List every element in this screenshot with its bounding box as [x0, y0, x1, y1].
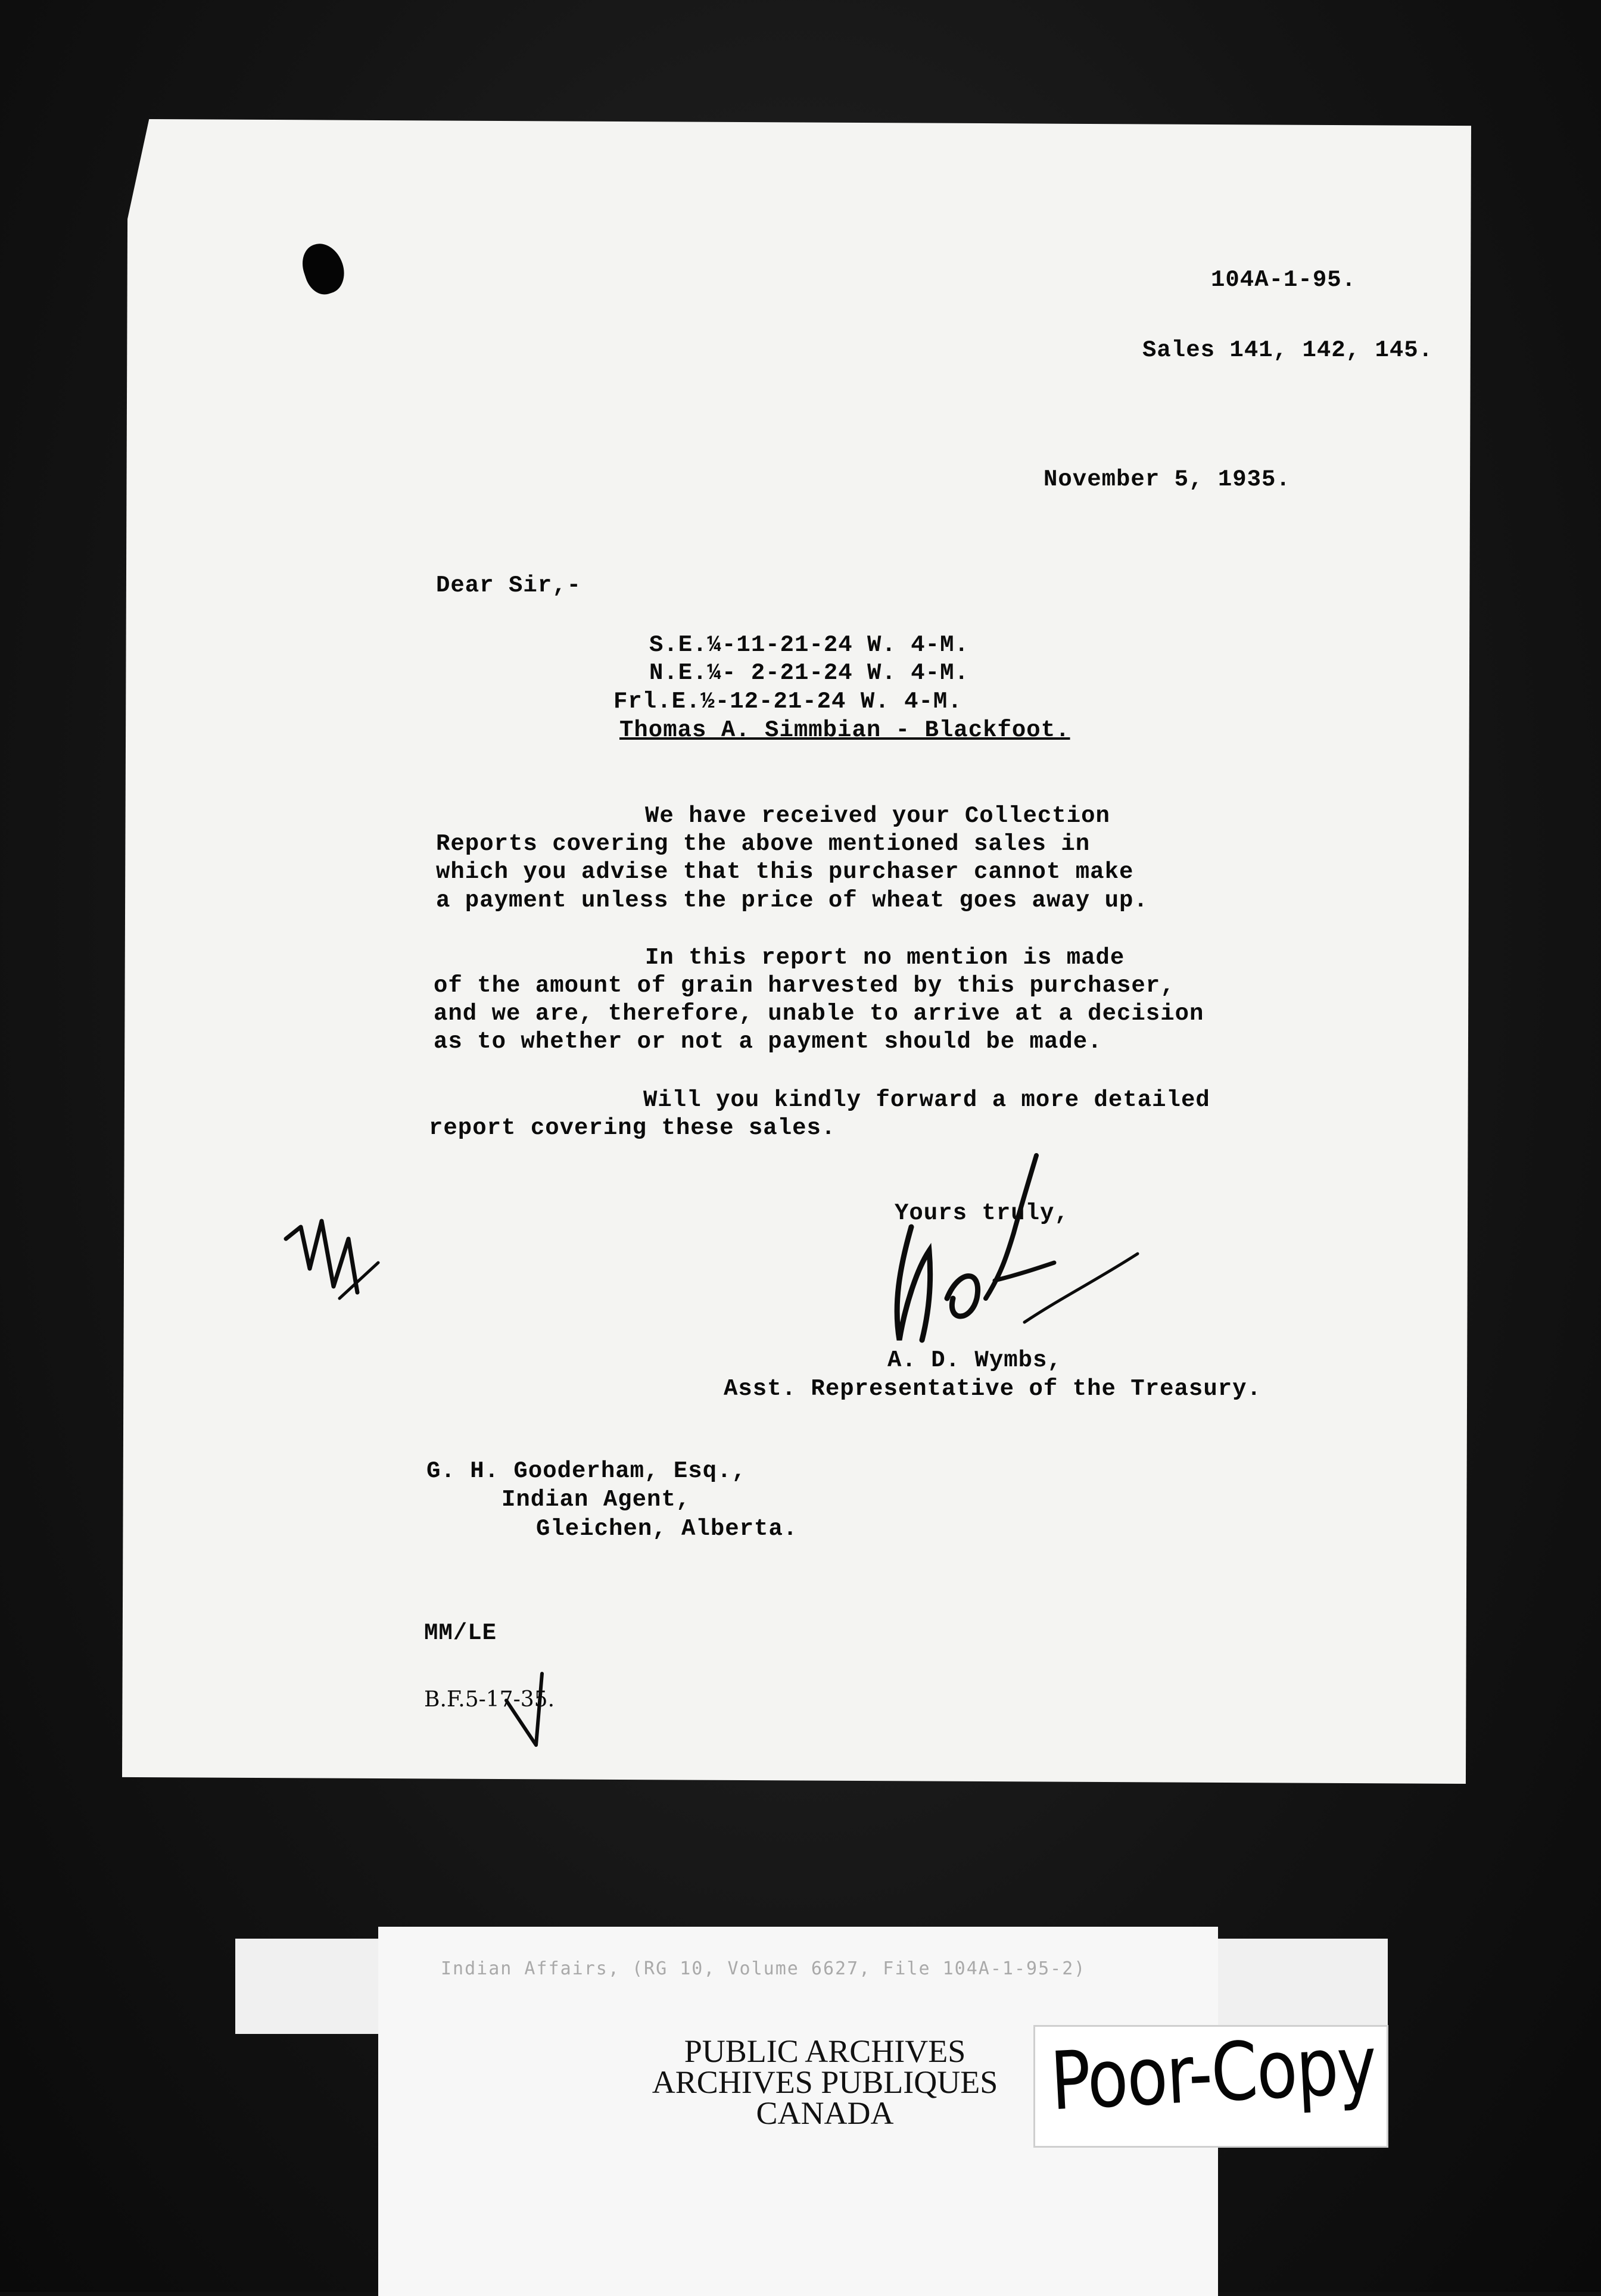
bf-date: B.F.5-17-35.	[424, 1687, 555, 1712]
poor-copy-stamp: Poor-Copy	[1048, 2018, 1378, 2129]
reference-initials: MM/LE	[424, 1620, 497, 1646]
body-line: Will you kindly forward a more detailed	[643, 1087, 1210, 1113]
body-line: a payment unless the price of wheat goes away up.	[436, 887, 1148, 914]
subject-line: N.E.¼- 2-21-24 W. 4-M.	[649, 660, 969, 686]
signature	[858, 1149, 1144, 1376]
label-tab-left	[235, 1939, 378, 2034]
punch-hole	[297, 238, 350, 299]
body-line: of the amount of grain harvested by this purchaser,	[434, 973, 1175, 999]
body-line: which you advise that this purchaser cannot make	[436, 859, 1134, 885]
file-number: 104A-1-95.	[1211, 267, 1357, 293]
archives-line: CANADA	[756, 2095, 894, 2131]
signer-name: A. D. Wymbs,	[887, 1347, 1062, 1373]
handwritten-initial	[274, 1203, 387, 1322]
body-line: as to whether or not a payment should be made.	[434, 1029, 1102, 1055]
recipient-line: Gleichen, Alberta.	[536, 1516, 798, 1542]
body-line: report covering these sales.	[429, 1115, 836, 1141]
letter-date: November 5, 1935.	[1044, 466, 1291, 493]
signer-title: Asst. Representative of the Treasury.	[724, 1376, 1262, 1402]
recipient-line: G. H. Gooderham, Esq.,	[426, 1458, 746, 1484]
body-line: and we are, therefore, unable to arrive at a decision	[434, 1001, 1204, 1027]
check-mark	[500, 1668, 584, 1751]
body-line: We have received your Collection	[645, 803, 1110, 829]
salutation: Dear Sir,-	[436, 572, 582, 599]
subject-line: S.E.¼-11-21-24 W. 4-M.	[649, 632, 969, 658]
archives-line: ARCHIVES PUBLIQUES	[652, 2064, 998, 2100]
archive-file-reference: Indian Affairs, (RG 10, Volume 6627, File 104A-1-95-2)	[441, 1958, 1086, 1979]
valediction: Yours truly,	[895, 1200, 1069, 1226]
body-line: In this report no mention is made	[645, 945, 1125, 971]
sales-reference: Sales 141, 142, 145.	[1142, 337, 1434, 363]
archives-stamp	[590, 2033, 1060, 2131]
recipient-line: Indian Agent,	[502, 1487, 691, 1513]
archives-line: PUBLIC ARCHIVES	[684, 2033, 966, 2069]
subject-name: Thomas A. Simmbian - Blackfoot.	[619, 717, 1070, 743]
body-line: Reports covering the above mentioned sales in	[436, 831, 1091, 857]
subject-line: Frl.E.½-12-21-24 W. 4-M.	[613, 689, 963, 715]
